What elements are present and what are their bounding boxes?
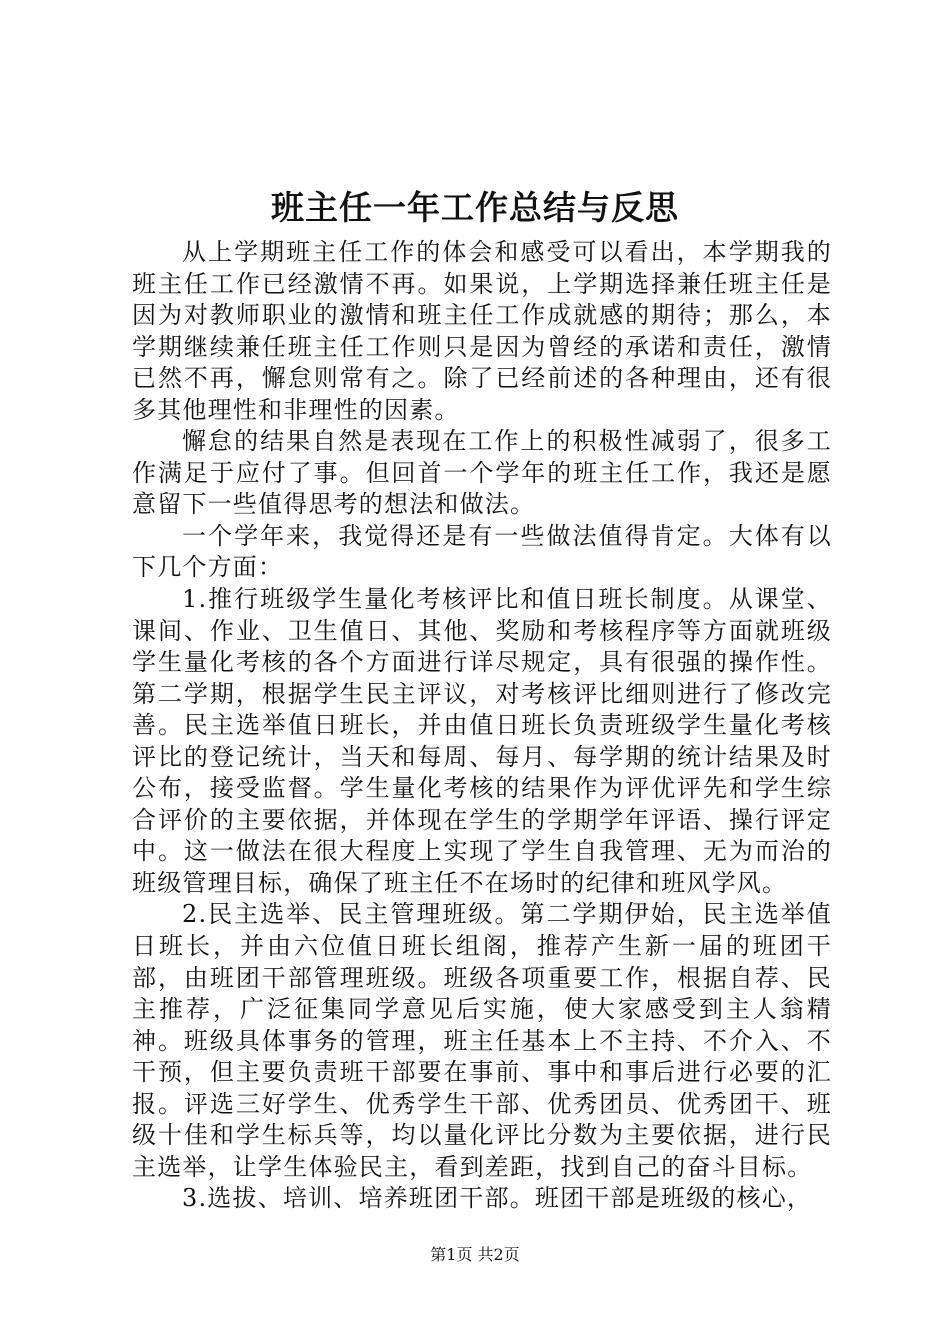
paragraph: 3.选拔、培训、培养班团干部。班团干部是班级的核心， <box>182 1184 813 1213</box>
page-footer: 第1页 共2页 <box>430 1245 520 1264</box>
paragraph: 2.民主选举、民主管理班级。第二学期伊始，民主选举值日班长，并由六位值日班长组阁，推荐产生新一届的班团干部，由班团干部管理班级。班级各项重要工作，根据自荐、民主推荐，广泛征集同学意见后实施，使大家感受到主人翁精神。班级具体事务的管理，班主任基本上不主持、不介入、不干预，但主要负责班干部要在事前、事中和事后进行必要的汇报。评选三好学生、优秀学生干部、优秀团员、优秀团干、班级十佳和学生标兵等，均以量化评比分数为主要依据，进行民主选举，让学生体验民主，看到差距，找到自己的奋斗目标。 <box>132 900 832 1181</box>
paragraph: 一个学年来，我觉得还是有一些做法值得肯定。大体有以下几个方面： <box>132 521 832 582</box>
paragraph: 从上学期班主任工作的体会和感受可以看出，本学期我的班主任工作已经激情不再。如果说，上学期选择兼任班主任是因为对教师职业的激情和班主任工作成就感的期待；那么，本学期继续兼任班主任工作则只是因为曾经的承诺和责任，激情已然不再，懈怠则常有之。除了已经前述的各种理由，还有很多其他理性和非理性的因素。 <box>132 238 832 424</box>
paragraph: 1.推行班级学生量化考核评比和值日班长制度。从课堂、课间、作业、卫生值日、其他、奖励和考核程序等方面就班级学生量化考核的各个方面进行详尽规定，具有很强的操作性。第二学期，根据学生民主评议，对考核评比细则进行了修改完善。民主选举值日班长，并由值日班长负责班级学生量化考核评比的登记统计，当天和每周、每月、每学期的统计结果及时公布，接受监督。学生量化考核的结果作为评优评先和学生综合评价的主要依据，并体现在学生的学期学年评语、操行评定中。这一做法在很大程度上实现了学生自我管理、无为而治的班级管理目标，确保了班主任不在场时的纪律和班风学风。 <box>132 585 832 897</box>
document-title: 班主任一年工作总结与反思 <box>271 188 679 227</box>
document-body <box>132 237 832 1215</box>
paragraph: 懈怠的结果自然是表现在工作上的积极性减弱了，很多工作满足于应付了事。但回首一个学年的班主任工作，我还是愿意留下一些值得思考的想法和做法。 <box>132 427 832 519</box>
